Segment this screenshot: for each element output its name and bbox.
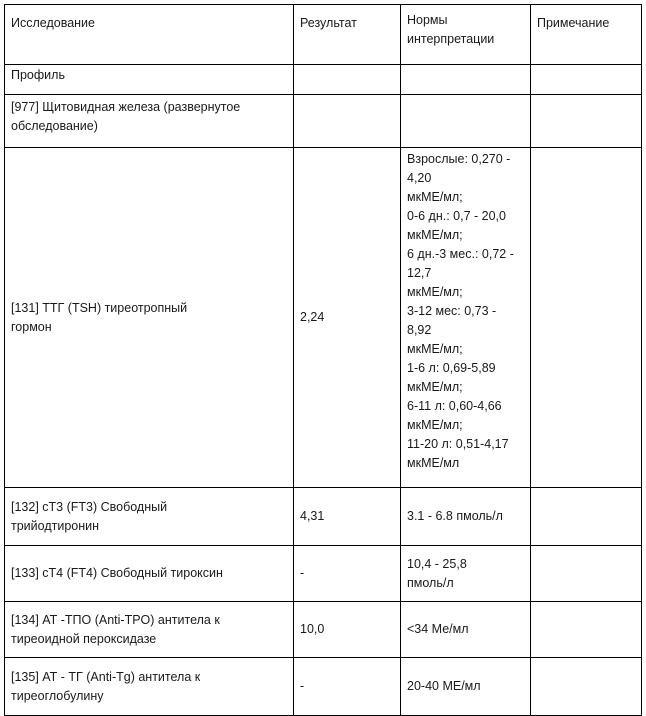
norm-line: <34 Ме/мл	[407, 622, 469, 636]
result-value: -	[300, 566, 305, 580]
norm-line: 6 дн.-3 мес.: 0,72 -	[407, 247, 514, 261]
header-row	[5, 5, 642, 65]
norm-line: мкМЕ/мл	[407, 456, 460, 470]
empty-cell	[531, 65, 642, 95]
result-value: 2,24	[300, 310, 325, 324]
header-note	[531, 5, 642, 65]
empty-cell	[294, 65, 401, 95]
norm-line: 10,4 - 25,8	[407, 556, 467, 571]
norm-line: 4,20	[407, 171, 432, 185]
section-cell	[5, 95, 294, 148]
norm-line: 3-12 мес: 0,73 -	[407, 304, 497, 318]
section-label-line1: [977] Щитовидная железа (развернутое	[11, 100, 241, 114]
table-row	[5, 658, 642, 716]
note-cell	[531, 658, 642, 716]
norm-line: Взрослые: 0,270 -	[407, 152, 511, 166]
test-name-cell	[5, 148, 294, 488]
empty-cell	[401, 95, 531, 148]
test-name-cell	[5, 546, 294, 602]
table-row	[5, 488, 642, 546]
norms-cell	[401, 658, 531, 716]
profile-label: Профиль	[11, 68, 65, 82]
note-cell	[531, 148, 642, 488]
results-table	[4, 4, 642, 716]
test-name-line2: гормон	[11, 319, 52, 334]
result-value: 10,0	[300, 622, 325, 636]
header-norms-line1: Нормы	[407, 13, 448, 27]
test-name-line2: трийодтиронин	[11, 518, 100, 533]
result-cell	[294, 546, 401, 602]
header-norms	[401, 5, 531, 65]
norm-line: 1-6 л: 0,69-5,89	[407, 361, 496, 375]
table-row	[5, 546, 642, 602]
header-test-label: Исследование	[11, 16, 95, 30]
result-cell	[294, 602, 401, 658]
table-row	[5, 148, 642, 488]
profile-row	[5, 65, 642, 95]
norm-line: мкМЕ/мл;	[407, 228, 463, 242]
table-row	[5, 602, 642, 658]
note-cell	[531, 602, 642, 658]
norms-cell	[401, 148, 531, 488]
empty-cell	[294, 95, 401, 148]
norms-cell	[401, 546, 531, 602]
note-cell	[531, 488, 642, 546]
norm-line: 12,7	[407, 266, 432, 280]
result-cell	[294, 488, 401, 546]
empty-cell	[531, 95, 642, 148]
norm-line: 11-20 л: 0,51-4,17	[407, 437, 509, 451]
header-note-label: Примечание	[537, 16, 610, 30]
test-name-cell	[5, 658, 294, 716]
header-test	[5, 5, 294, 65]
test-name-cell	[5, 602, 294, 658]
test-name-line1: [132] сТ3 (FT3) Свободный	[11, 499, 168, 514]
result-cell	[294, 148, 401, 488]
norms-cell	[401, 488, 531, 546]
profile-cell	[5, 65, 294, 95]
test-name-line1: [133] сТ4 (FT4) Свободный тироксин	[11, 566, 223, 580]
result-value: -	[300, 679, 305, 693]
section-row	[5, 95, 642, 148]
norm-line: 0-6 дн.: 0,7 - 20,0	[407, 209, 506, 223]
norm-line: мкМЕ/мл;	[407, 380, 463, 394]
note-cell	[531, 546, 642, 602]
norm-line: 8,92	[407, 323, 432, 337]
norm-line: 6-11 л: 0,60-4,66	[407, 399, 502, 413]
norm-line: 3.1 - 6.8 пмоль/л	[407, 509, 503, 523]
test-name-cell	[5, 488, 294, 546]
norm-line: мкМЕ/мл;	[407, 342, 463, 356]
test-name-line2: тиреоидной пероксидазе	[11, 631, 157, 646]
result-value: 4,31	[300, 509, 325, 523]
test-name-line2: тиреоглобулину	[11, 688, 104, 703]
norm-line: мкМЕ/мл;	[407, 418, 463, 432]
norm-line: пмоль/л	[407, 575, 454, 590]
test-name-line1: [131] ТТГ (TSH) тиреотропный	[11, 300, 188, 315]
section-label-line2: обследование)	[11, 119, 98, 133]
norms-cell	[401, 602, 531, 658]
norm-line: мкМЕ/мл;	[407, 285, 463, 299]
header-norms-line2: интерпретации	[407, 32, 495, 46]
result-cell	[294, 658, 401, 716]
empty-cell	[401, 65, 531, 95]
test-name-line1: [134] АТ -ТПО (Anti-TPO) антитела к	[11, 612, 220, 627]
header-result	[294, 5, 401, 65]
test-name-line1: [135] АТ - ТГ (Anti-Tg) антитела к	[11, 669, 201, 684]
header-result-label: Результат	[300, 16, 357, 30]
norm-line: 20-40 МЕ/мл	[407, 679, 481, 693]
norm-line: мкМЕ/мл;	[407, 190, 463, 204]
